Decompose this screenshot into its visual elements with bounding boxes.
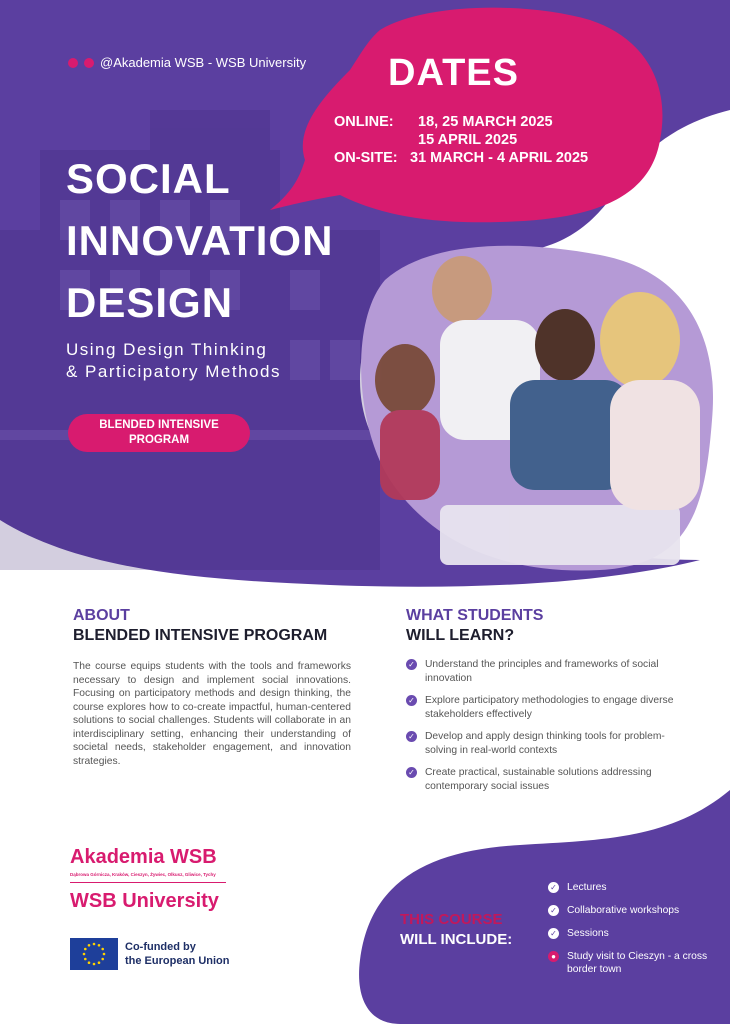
program-badge (68, 414, 250, 452)
include-item-text: Sessions (567, 928, 609, 939)
learn-item-text: Explore participatory methodologies to engage diverse stakeholders effectively (425, 695, 674, 720)
include-item (548, 881, 718, 894)
social-handle-text: @Akademia WSB - WSB University (100, 55, 307, 70)
include-item (548, 904, 718, 917)
eu-flag-icon (70, 938, 118, 970)
akademia-cities: Dąbrowa Górnicza, Kraków, Cieszyn, Żywiec, Olkusz, Gliwice, Tychy (70, 872, 216, 877)
title-line-1: SOCIAL (66, 155, 231, 202)
check-icon: ✓ (548, 928, 559, 939)
check-icon: ✓ (406, 767, 417, 778)
learn-item (406, 730, 696, 757)
include-item-text: Collaborative workshops (567, 905, 680, 916)
check-icon: ✓ (548, 882, 559, 893)
about-heading: ABOUT (73, 607, 130, 624)
check-icon: ✓ (406, 695, 417, 706)
include-heading-2: WILL INCLUDE: (400, 931, 513, 948)
learn-item (406, 694, 696, 721)
check-icon: ✓ (406, 659, 417, 670)
eu-line-1: Co-funded by (125, 941, 196, 953)
onsite-dates: 31 MARCH - 4 APRIL 2025 (410, 150, 589, 166)
onsite-label: ON-SITE: (334, 150, 398, 166)
learn-item-text: Create practical, sustainable solutions addressing contemporary social issues (425, 767, 652, 792)
learn-item-text: Understand the principles and frameworks of social innovation (425, 659, 659, 684)
facebook-icon[interactable] (68, 58, 78, 68)
learn-subheading: WILL LEARN? (406, 627, 515, 644)
pin-icon: ● (548, 951, 559, 962)
logo-divider (70, 882, 226, 883)
eu-line-2: the European Union (125, 955, 230, 967)
online-date-1: 18, 25 MARCH 2025 (418, 114, 553, 130)
learn-heading: WHAT STUDENTS (406, 607, 544, 624)
check-icon: ✓ (548, 905, 559, 916)
dates-title: DATES (388, 52, 519, 94)
program-badge-line-1: BLENDED INTENSIVE (99, 419, 219, 431)
include-item-text: Study visit to Cieszyn - a cross border town (567, 951, 708, 975)
social-handle[interactable] (68, 55, 306, 70)
akademia-wsb-logo: Akademia WSB (70, 846, 217, 868)
title-line-3: DESIGN (66, 279, 234, 326)
wsb-university-logo: WSB University (70, 890, 219, 912)
program-badge-line-2: PROGRAM (128, 434, 190, 446)
learn-item-text: Develop and apply design thinking tools for problem-solving in real-world contexts (425, 731, 665, 756)
include-item-text: Lectures (567, 882, 607, 893)
include-heading-1: THIS COURSE (400, 911, 503, 928)
about-subheading: BLENDED INTENSIVE PROGRAM (73, 627, 328, 644)
learn-list (406, 658, 696, 802)
learn-item (406, 766, 696, 793)
check-icon: ✓ (406, 731, 417, 742)
learn-item (406, 658, 696, 685)
subtitle-line-1: Using Design Thinking (66, 340, 268, 359)
include-item (548, 950, 718, 976)
eu-cofunded-text (125, 940, 230, 968)
include-item (548, 927, 718, 940)
about-body: The course equips students with the tools and frameworks necessary to design and implement social innovations. Focusing on participatory methods and design thinking, the course explores how to co-create impactful, human-centered solutions to social challenges. Students will collaborate in an interdisciplinary setting, enhancing their understanding of societal needs, stakeholder engagement, and innovation strategies. (73, 661, 351, 767)
include-list (548, 881, 718, 986)
online-label: ONLINE: (334, 114, 394, 130)
instagram-icon[interactable] (84, 58, 94, 68)
online-date-2: 15 APRIL 2025 (418, 132, 518, 148)
title-line-2: INNOVATION (66, 217, 334, 264)
subtitle-line-2: & Participatory Methods (66, 362, 281, 381)
